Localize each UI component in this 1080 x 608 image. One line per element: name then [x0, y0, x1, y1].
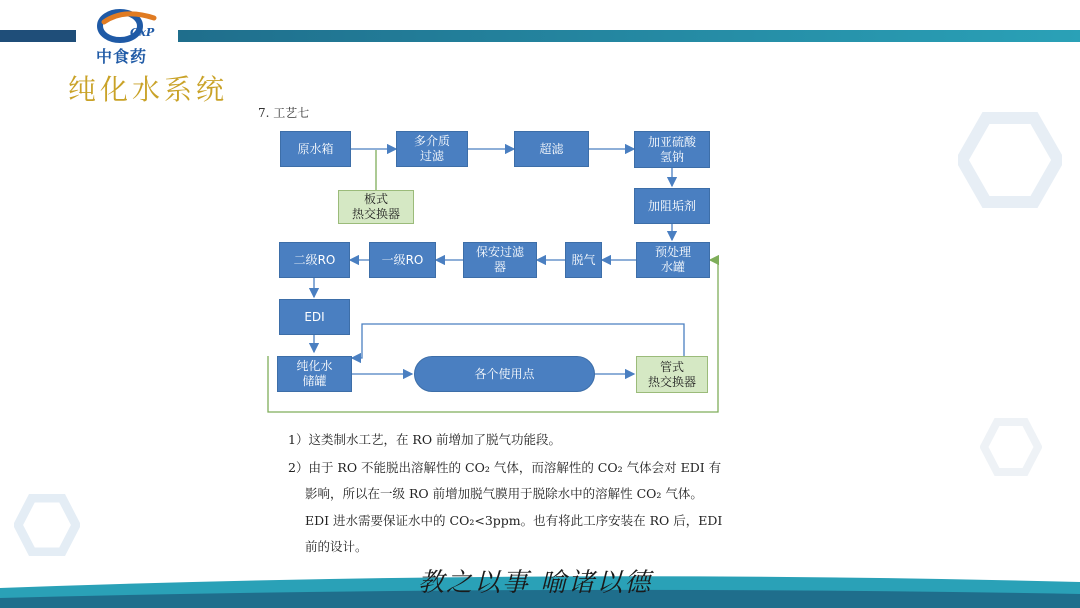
node-ro-stage1: 一级RO — [369, 242, 436, 278]
logo-text: 中食药 — [96, 47, 148, 66]
logo-badge: GxP — [130, 26, 155, 39]
node-pure-water-tank: 纯化水 储罐 — [277, 356, 352, 392]
node-plate-heat-exchanger: 板式 热交换器 — [338, 190, 414, 224]
footer-slogan: 教之以事 喻诸以德 — [418, 568, 653, 598]
node-tube-heat-exchanger: 管式 热交换器 — [636, 356, 708, 393]
diagram-caption: 7. 工艺七 — [258, 106, 310, 120]
node-ro-stage2: 二级RO — [279, 242, 350, 278]
node-pretreatment-tank: 预处理 水罐 — [636, 242, 710, 278]
note-line-1: 1）这类制水工艺，在 RO 前增加了脱气功能段。 — [288, 432, 562, 447]
node-multimedia-filter: 多介质 过滤 — [396, 131, 468, 167]
note-line-3: 影响，所以在一级 RO 前增加脱气膜用于脱除水中的溶解性 CO₂ 气体。 — [305, 486, 703, 501]
node-raw-water-tank: 原水箱 — [280, 131, 351, 167]
note-line-2: 2）由于 RO 不能脱出溶解性的 CO₂ 气体，而溶解性的 CO₂ 气体会对 EDI 有 — [288, 460, 722, 475]
node-add-sodium-bisulfite: 加亚硫酸 氢钠 — [634, 131, 710, 168]
node-add-antiscalant: 加阻垢剂 — [634, 188, 710, 224]
note-line-4: EDI 进水需要保证水中的 CO₂<3ppm。也有将此工序安装在 RO 后，EDI — [305, 513, 723, 528]
node-edi: EDI — [279, 299, 350, 335]
note-line-5: 前的设计。 — [305, 539, 368, 554]
node-security-filter: 保安过滤 器 — [463, 242, 537, 278]
node-use-points: 各个使用点 — [414, 356, 595, 392]
node-degassing: 脱气 — [565, 242, 602, 278]
page-title: 纯化水系统 — [68, 73, 229, 106]
node-ultrafiltration: 超滤 — [514, 131, 589, 167]
